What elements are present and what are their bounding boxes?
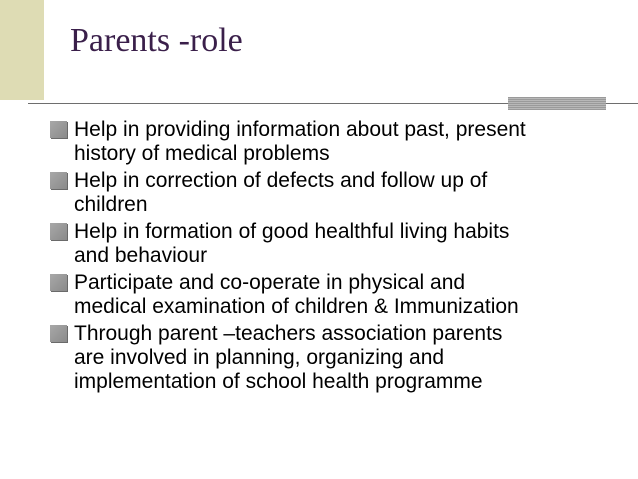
- square-bullet-icon: [50, 223, 67, 240]
- bullet-text-line: implementation of school health programme: [74, 370, 483, 393]
- bullet-item-living-habits: [0, 220, 638, 268]
- bullet-text-line: medical examination of children & Immunization: [74, 295, 519, 318]
- bullet-item-medical-history: [0, 118, 638, 166]
- bullet-text-line: Through parent –teachers association parents: [74, 322, 503, 345]
- bullet-list: [0, 118, 638, 397]
- slide-title: Parents -role: [70, 22, 243, 59]
- bullet-text-line: children: [74, 193, 148, 216]
- bullet-item-defect-correction: [0, 169, 638, 217]
- bullet-text-line: are involved in planning, organizing and: [74, 346, 445, 369]
- bullet-item-examination: [0, 271, 638, 319]
- square-bullet-icon: [50, 121, 67, 138]
- bullet-text-line: Help in formation of good healthful living habits: [74, 220, 510, 243]
- left-accent-band: [0, 0, 44, 100]
- square-bullet-icon: [50, 325, 67, 342]
- bullet-text-line: Participate and co-operate in physical and: [74, 271, 466, 294]
- square-bullet-icon: [50, 274, 67, 291]
- bullet-item-pta: [0, 322, 638, 394]
- bullet-text-line: Help in providing information about past, present: [74, 118, 526, 141]
- title-divider-accent: [508, 97, 606, 110]
- bullet-text-line: and behaviour: [74, 244, 208, 267]
- bullet-text-line: Help in correction of defects and follow up of: [74, 169, 488, 192]
- square-bullet-icon: [50, 172, 67, 189]
- bullet-text-line: history of medical problems: [74, 142, 330, 165]
